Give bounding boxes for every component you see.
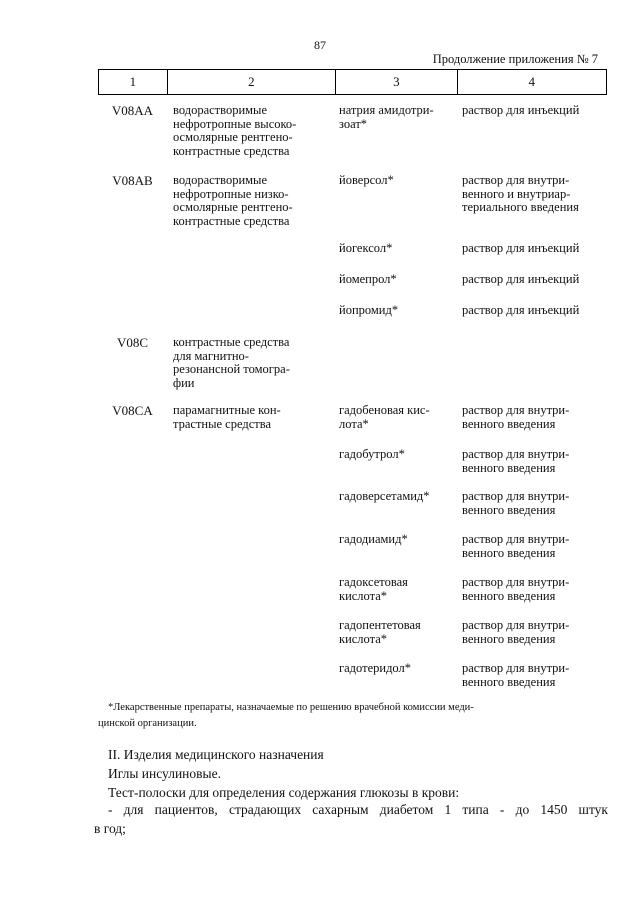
atc-code [98, 242, 167, 256]
group-name [167, 490, 336, 517]
dosage-form-line: раствор для внутри- [462, 403, 570, 417]
table-row [98, 619, 607, 646]
needles-item: Иглы инсулиновые. [108, 766, 221, 781]
substance-name-line: кислота* [339, 588, 388, 603]
group-name-line: осмолярные рентгено- [173, 200, 293, 214]
group-name [167, 174, 336, 228]
group-name [167, 448, 336, 475]
dosage-form-line: раствор для внутри- [462, 575, 570, 589]
substance-name-line: зоат* [339, 116, 368, 131]
group-name-line: нефротропные низко- [173, 186, 289, 201]
atc-code [98, 490, 167, 517]
substance-name-line: гадопентетовая [339, 618, 421, 632]
substance-name [336, 448, 458, 475]
group-name-line: осмолярные рентгено- [173, 130, 293, 144]
group-name-line: нефротропные высоко- [173, 116, 297, 131]
substance-name-line: натрия амидотри- [339, 103, 434, 117]
bullet-line-1: - для пациентов, страдающих сахарным диабетом 1 типа - до 1450 штук [108, 802, 608, 817]
substance-name-line: гадотеридол* [339, 661, 412, 675]
atc-code-text: V08CA [112, 403, 153, 418]
dosage-form [458, 619, 607, 646]
table-row [98, 404, 607, 431]
footnote-line-2: цинской организации. [98, 718, 197, 729]
dosage-form-line: раствор для инъекций [462, 103, 580, 117]
table-row [98, 104, 607, 158]
atc-code [98, 104, 167, 158]
dosage-form-line: раствор для инъекций [462, 241, 580, 255]
dosage-form-line: венного введения [462, 460, 556, 475]
header-col-1: 1 [99, 70, 168, 94]
page-number: 87 [314, 38, 326, 52]
dosage-form-line: венного введения [462, 502, 556, 517]
table-row [98, 490, 607, 517]
table-header [98, 69, 607, 95]
group-name [167, 242, 336, 256]
substance-name [336, 304, 458, 318]
table-row [98, 662, 607, 689]
group-name-line: водорастворимые [173, 173, 267, 187]
atc-code [98, 336, 167, 390]
substance-name [336, 104, 458, 158]
table-row [98, 336, 607, 390]
substance-name-line: йоверсол* [339, 173, 394, 187]
substance-name [336, 242, 458, 256]
group-name [167, 336, 336, 390]
substance-name-line: лота* [339, 416, 369, 431]
dosage-form [458, 273, 607, 287]
dosage-form-line: раствор для внутри- [462, 661, 570, 675]
group-name-line: контрастные средства [173, 143, 290, 158]
substance-name [336, 273, 458, 287]
header-col-3: 3 [336, 70, 458, 94]
group-name [167, 404, 336, 431]
atc-code [98, 273, 167, 287]
header-col-2: 2 [168, 70, 336, 94]
dosage-form [458, 104, 607, 158]
group-name-line: водорастворимые [173, 103, 267, 117]
atc-code [98, 619, 167, 646]
bullet-line-2: в год; [94, 821, 126, 836]
dosage-form-line: венного введения [462, 631, 556, 646]
footnote-line-1: *Лекарственные препараты, назначаемые по решению врачебной комиссии меди- [108, 702, 474, 713]
dosage-form-line: венного введения [462, 674, 556, 689]
atc-code [98, 304, 167, 318]
dosage-form-line: венного и внутриар- [462, 186, 571, 201]
table-row [98, 174, 607, 228]
dosage-form-line: раствор для внутри- [462, 173, 570, 187]
substance-name-line: йомепрол* [339, 272, 397, 286]
group-name-line: резонансной томогра- [173, 362, 290, 376]
atc-code [98, 662, 167, 689]
dosage-form-line: раствор для внутри- [462, 618, 570, 632]
dosage-form-line: венного введения [462, 588, 556, 603]
group-name [167, 619, 336, 646]
substance-name [336, 174, 458, 228]
group-name-line: парамагнитные кон- [173, 403, 281, 417]
section-title: II. Изделия медицинского назначения [108, 747, 324, 762]
dosage-form [458, 448, 607, 475]
substance-name [336, 490, 458, 517]
table-row [98, 576, 607, 603]
table-row [98, 273, 607, 287]
group-name-line: контрастные средства [173, 335, 290, 349]
substance-name-line: гадодиамид* [339, 532, 408, 546]
atc-code [98, 404, 167, 431]
substance-name-line: йопромид* [339, 303, 399, 317]
dosage-form-line: раствор для внутри- [462, 489, 570, 503]
dosage-form [458, 490, 607, 517]
dosage-form [458, 576, 607, 603]
header-col-4: 4 [528, 74, 536, 89]
substance-name [336, 576, 458, 603]
dosage-form [458, 404, 607, 431]
substance-name-line: гадобутрол* [339, 447, 405, 461]
atc-code [98, 448, 167, 475]
group-name-line: фии [173, 375, 195, 390]
dosage-form-line: раствор для инъекций [462, 272, 580, 286]
atc-code [98, 576, 167, 603]
group-name [167, 273, 336, 287]
dosage-form [458, 533, 607, 560]
substance-name-line: йогексол* [339, 241, 393, 255]
substance-name-line: гадоверсетамид* [339, 489, 430, 503]
table-row [98, 242, 607, 256]
atc-code-text: V08C [116, 335, 149, 350]
substance-name [336, 662, 458, 689]
atc-code [98, 533, 167, 560]
dosage-form-line: териального введения [462, 200, 579, 214]
dosage-form [458, 174, 607, 228]
dosage-form-line: раствор для внутри- [462, 532, 570, 546]
group-name-line: для магнитно- [173, 348, 249, 363]
substance-name [336, 336, 458, 390]
table-row [98, 448, 607, 475]
group-name [167, 576, 336, 603]
group-name [167, 104, 336, 158]
dosage-form-line: венного введения [462, 416, 556, 431]
group-name-line: трастные средства [173, 416, 272, 431]
table-row [98, 533, 607, 560]
dosage-form-line: венного введения [462, 545, 556, 560]
group-name [167, 662, 336, 689]
substance-name [336, 619, 458, 646]
dosage-form [458, 336, 607, 390]
table-row [98, 304, 607, 318]
group-name [167, 304, 336, 318]
dosage-form [458, 242, 607, 256]
dosage-form-line: раствор для внутри- [462, 447, 570, 461]
substance-name-line: кислота* [339, 631, 388, 646]
continuation-note: Продолжение приложения № 7 [432, 52, 598, 66]
footnote [98, 700, 608, 732]
dosage-form [458, 304, 607, 318]
dosage-form-line: раствор для инъекций [462, 303, 580, 317]
dosage-form [458, 662, 607, 689]
substance-name [336, 533, 458, 560]
substance-name-line: гадоксетовая [339, 575, 408, 589]
atc-code-text: V08AA [111, 103, 154, 118]
substance-name [336, 404, 458, 431]
atc-code-text: V08AB [112, 173, 153, 188]
atc-code [98, 174, 167, 228]
substance-name-line: гадобеновая кис- [339, 403, 430, 417]
group-name [167, 533, 336, 560]
test-strips-item: Тест-полоски для определения содержания глюкозы в крови: [108, 785, 460, 800]
group-name-line: контрастные средства [173, 213, 290, 228]
